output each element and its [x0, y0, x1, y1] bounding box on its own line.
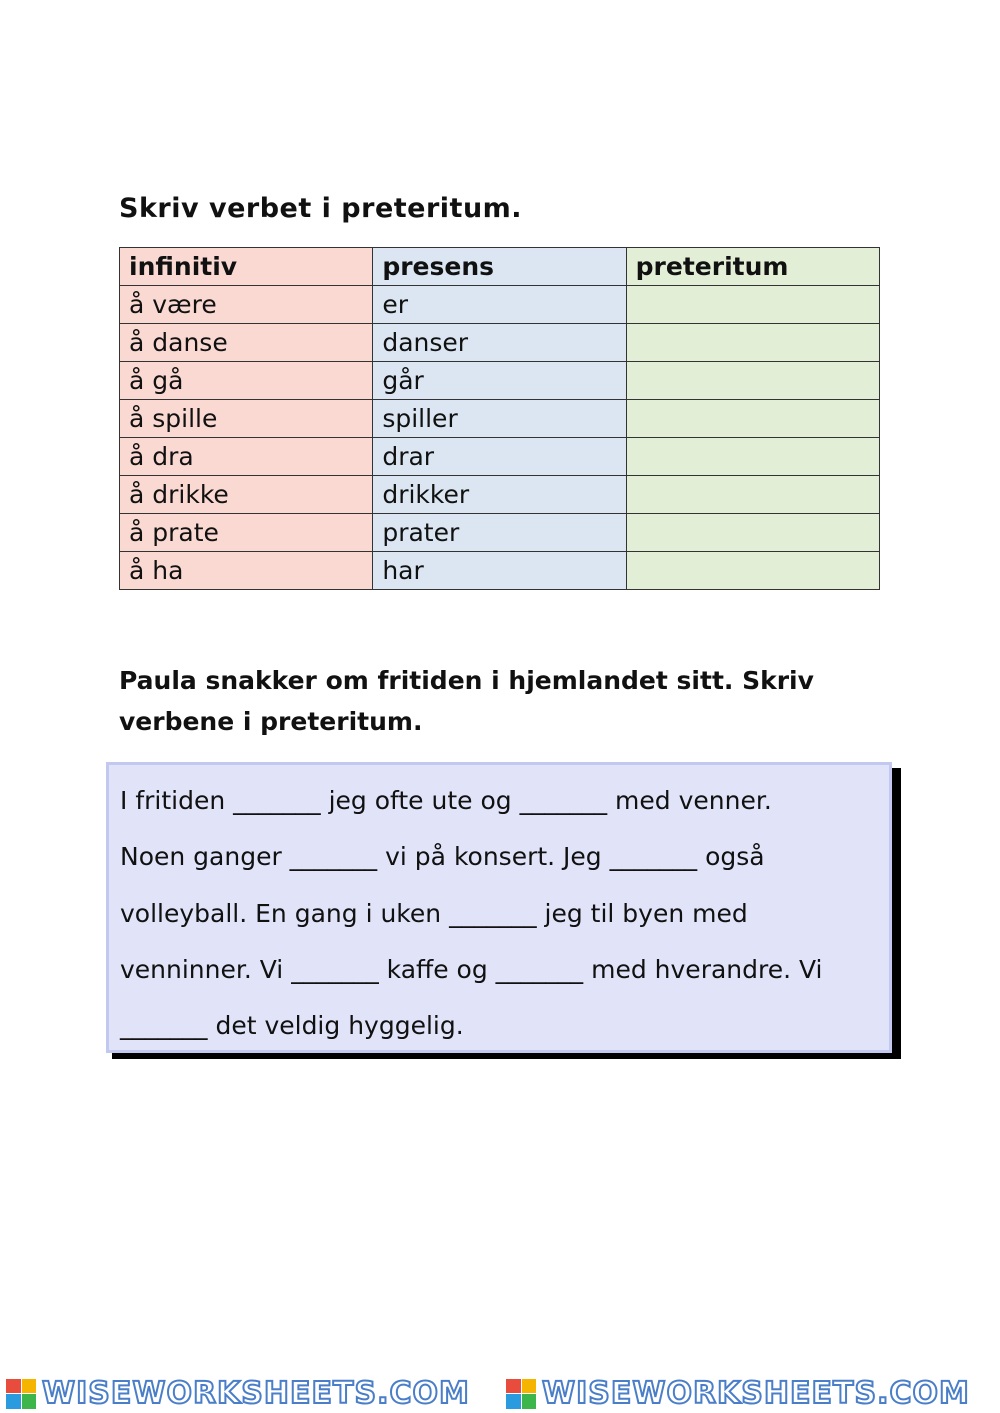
- cell-infinitiv: å prate: [120, 514, 373, 552]
- cell-preteritum[interactable]: [626, 514, 879, 552]
- cell-preteritum[interactable]: [626, 552, 879, 590]
- cell-preteritum[interactable]: [626, 324, 879, 362]
- table-row: [120, 400, 880, 438]
- cell-presens: er: [373, 286, 626, 324]
- watermark: [500, 1376, 1000, 1411]
- table-row: [120, 362, 880, 400]
- watermark: [0, 1376, 500, 1411]
- text-line: Noen ganger _______ vi på konsert. Jeg _______ også: [120, 842, 765, 872]
- text-line: volleyball. En gang i uken _______ jeg til byen med: [120, 898, 748, 928]
- cell-infinitiv: å ha: [120, 552, 373, 590]
- table-row: [120, 476, 880, 514]
- cell-presens: går: [373, 362, 626, 400]
- cell-infinitiv: å dra: [120, 438, 373, 476]
- table-row: [120, 286, 880, 324]
- cell-presens: har: [373, 552, 626, 590]
- watermark-text: WISEWORKSHEETS.COM: [542, 1376, 970, 1411]
- cell-infinitiv: å være: [120, 286, 373, 324]
- watermark-footer: [0, 1374, 1000, 1413]
- text-line: _______ det veldig hyggelig.: [120, 1011, 464, 1041]
- verb-table: [119, 247, 880, 590]
- cell-preteritum[interactable]: [626, 362, 879, 400]
- cell-presens: danser: [373, 324, 626, 362]
- table-row: [120, 324, 880, 362]
- cell-infinitiv: å gå: [120, 362, 373, 400]
- table-row: [120, 438, 880, 476]
- cell-presens: drar: [373, 438, 626, 476]
- cell-infinitiv: å spille: [120, 400, 373, 438]
- table-row: [120, 552, 880, 590]
- cell-preteritum[interactable]: [626, 438, 879, 476]
- fill-in-text-box: [106, 762, 892, 1053]
- exercise-1-title: Skriv verbet i preteritum.: [119, 193, 523, 224]
- table-header-row: [120, 248, 880, 286]
- header-infinitiv: infinitiv: [120, 248, 373, 286]
- cell-preteritum[interactable]: [626, 400, 879, 438]
- cell-infinitiv: å danse: [120, 324, 373, 362]
- cell-presens: prater: [373, 514, 626, 552]
- cell-presens: spiller: [373, 400, 626, 438]
- exercise-2-title: Paula snakker om fritiden i hjemlandet sitt. Skriv verbene i preteritum.: [119, 666, 814, 736]
- header-presens: presens: [373, 248, 626, 286]
- wiseworksheets-logo-icon: [506, 1379, 536, 1409]
- watermark-text: WISEWORKSHEETS.COM: [42, 1376, 470, 1411]
- header-preteritum: preteritum: [626, 248, 879, 286]
- cell-preteritum[interactable]: [626, 286, 879, 324]
- text-line: I fritiden _______ jeg ofte ute og _______ med venner.: [120, 786, 772, 815]
- cell-presens: drikker: [373, 476, 626, 514]
- wiseworksheets-logo-icon: [6, 1379, 36, 1409]
- table-row: [120, 514, 880, 552]
- text-line: venninner. Vi _______ kaffe og _______ med hverandre. Vi: [120, 954, 823, 984]
- cell-preteritum[interactable]: [626, 476, 879, 514]
- cell-infinitiv: å drikke: [120, 476, 373, 514]
- verb-table-body: [120, 286, 880, 590]
